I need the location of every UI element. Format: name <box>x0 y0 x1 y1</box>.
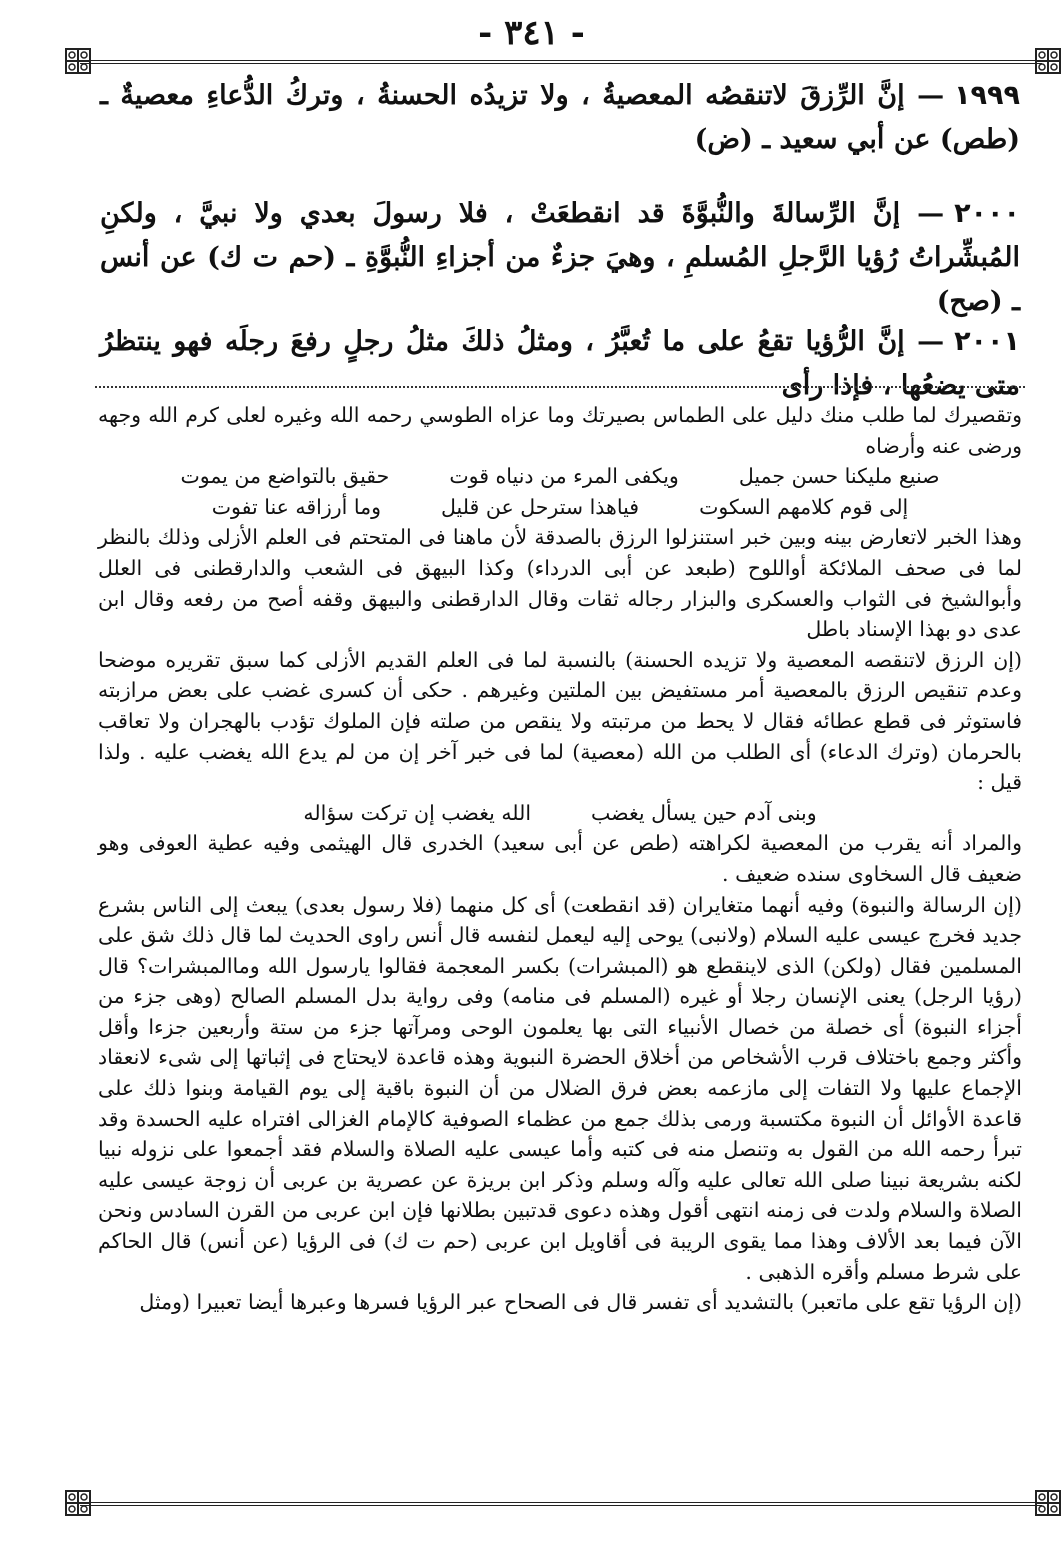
verse-hemistich: الله يغضب إن تركت سؤاله <box>303 800 532 825</box>
verse-hemistich: إلى قوم كلامهم السكوت <box>699 494 909 519</box>
hadith-number: ١٩٩٩ <box>954 80 1020 111</box>
poem-verse <box>98 798 1022 829</box>
verse-hemistich: وما أرزاقه عنا تفوت <box>211 494 382 519</box>
commentary-paragraph: والمراد أنه يقرب من المعصية لكراهته (طص عن أبى سعيد) الخدرى قال الهيثمى وفيه عطية العوفى وهو ضعيف قال السخاوى سنده ضعيف . <box>98 831 1022 886</box>
poem-verse <box>98 492 1022 523</box>
hadith-number: ٢٠٠٠ <box>954 198 1020 229</box>
hadith-text: — إنَّ الرُّؤيا تقعُ على ما تُعبَّرُ ، ومثلُ ذلكَ مثلُ رجلٍ رفعَ رجلَه فهو ينتظرُ متى يضعُها ، فإذا رأى <box>100 326 1020 401</box>
commentary-paragraph: (إن الرسالة والنبوة) وفيه أنهما متغايران (قد انقطعت) أى كل منهما (فلا رسول بعدى) يبعث إلى الناس بشرع جديد فخرج عيسى عليه السلام (ولانبى) يوحى إليه ليعمل لنفسه قال أنس راوى الحديث لما قال ذلك شق على المسلمين فقال (ولكن) الذى لاينقطع هو (المبشرات) بكسر المعجمة فقالوا يارسول الله وماالمبشرات؟ قال (رؤيا الرجل) يعنى الإنسان رجلا أو غيره (المسلم فى منامه) وفى رواية بدل المسلم الصالح (وهى جزء من أجزاء النبوة) أى خصلة من خصال الأنبياء التى بها يعلمون الوحى ومرآتها جزء من ستة وأربعين جزءا وأقل وأكثر وجمع باختلاف قرب الأشخاص من أخلاق الحضرة النبوية وهذه قاعدة لايحتاج فى إثباتها إلى شىء لانعقاد الإجماع عليها ولا التفات إلى مازعمه بعض فرق الضلال من أن النبوة باقية إلى يوم القيامة وبنوا ذلك على قاعدة الأوائل أن النبوة مكتسبة ورمى بذلك جمع من عظماء الصوفية كالإمام الغزالى افتراه عليه الحسدة وقد تبرأ رحمه الله من القول به وتنصل منه فى كتبه وأما عيسى عليه الصلاة والسلام فقد أجمعوا على نزوله نبيا لكنه بشريعة نبينا صلى الله تعالى عليه وآله وسلم وذكر ابن بريزة عن عصرية بن عربى أن زوجة عيسى عليه الصلاة والسلام ولدت فى زمنه انتهى أقول وهذه دعوى قدتبين بطلانها فإن ابن عربى من القرن السادس ونحن الآن فيما بعد الألاف وهذا مما يقوى الريبة فى أقاويل ابن عربى (حم ت ك) فى الرؤيا (عن أنس) قال الحاكم على شرط مسلم وأقره الذهبى . <box>98 892 1022 1284</box>
verse-hemistich: فياهذا سترحل عن قليل <box>441 494 640 519</box>
commentary-paragraph: وتقصيرك لما طلب منك دليل على الطماس بصيرتك وما عزاه الطوسي رحمه الله وغيره لعلى كرم الله وجهه ورضى عنه وأرضاه <box>98 403 1022 458</box>
commentary-paragraph: وهذا الخبر لاتعارض بينه وبين خبر استنزلوا الرزق بالصدقة لأن ماهنا فى المتحتم فى العلم الأزلى وذلك بالنظر لما فى صحف الملائكة أواللوح (طبعد عن أبى الدرداء) وكذا البيهق فى الشعب والدارقطنى فى العلل وأبوالشيخ فى الثواب والعسكرى والبزار رجاله ثقات وقال الدارقطنى والبيهق وقفه أصح من رفعه وقال ابن عدى دو بهذا الإسناد باطل <box>98 525 1022 642</box>
hadith-text: — إنَّ الرِّسالةَ والنُّبوَّةَ قد انقطعَتْ ، فلا رسولَ بعدي ولا نبيَّ ، ولكنِ المُبشِّراتُ رُؤيا الرَّجلِ المُسلمِ ، وهيَ جزءٌ من أجزاءِ النُّبوَّةِ ـ (حم ت ك) عن أنس ـ (صح) <box>100 198 1020 317</box>
hadith-1999 <box>100 74 1020 162</box>
verse-hemistich: وبنى آدم حين يسأل يغضب <box>591 800 817 825</box>
hadith-text: — إنَّ الرِّزقَ لاتنقصُه المعصيةُ ، ولا تزيدُه الحسنةُ ، وتركُ الدُّعاءِ معصيةٌ ـ (طص) عن أبي سعيد ـ (ض) <box>100 80 1020 155</box>
hadith-number: ٢٠٠١ <box>954 326 1020 357</box>
commentary-paragraph: (إن الرزق لاتنقصه المعصية ولا تزيده الحسنة) بالنسبة لما فى العلم القديم الأزلى كما سبق تقريره موضحا وعدم تنقيص الرزق بالمعصية أمر مستفيض بين الملتين وغيرهم . حكى أن كسرى غضب على بعض مرازبته فاستوثر فى قطع عطائه فقال لا يحط من مرتبته ولا ينقص من صلته فإن الملوك تؤدب بالهجران ولا تعاقب بالحرمان (وترك الدعاء) أى الطلب من الله (معصية) لما فى خبر آخر إن من لم يدع الله يغضب عليه . ولذا قيل : <box>98 647 1022 795</box>
hadith-2000 <box>100 192 1020 324</box>
poem-verse <box>98 461 1022 492</box>
verse-hemistich: ويكفى المرء من دنياه قوت <box>449 464 679 489</box>
section-divider <box>95 386 1025 388</box>
page-number: - ٣٤١ - <box>478 13 585 53</box>
commentary <box>98 400 1022 1318</box>
commentary-paragraph: (إن الرؤيا تقع على ماتعبر) بالتشديد أى تفسر قال فى الصحاح عبر الرؤيا فسرها وعبرها أيضا تعبيرا (ومثل <box>139 1290 1022 1315</box>
bottom-border <box>80 1502 1042 1506</box>
hadith-2001 <box>100 320 1020 408</box>
top-border <box>80 60 1042 64</box>
verse-hemistich: صنيع مليكنا حسن جميل <box>738 464 940 489</box>
verse-hemistich: حقيق بالتواضع من يموت <box>180 464 390 489</box>
